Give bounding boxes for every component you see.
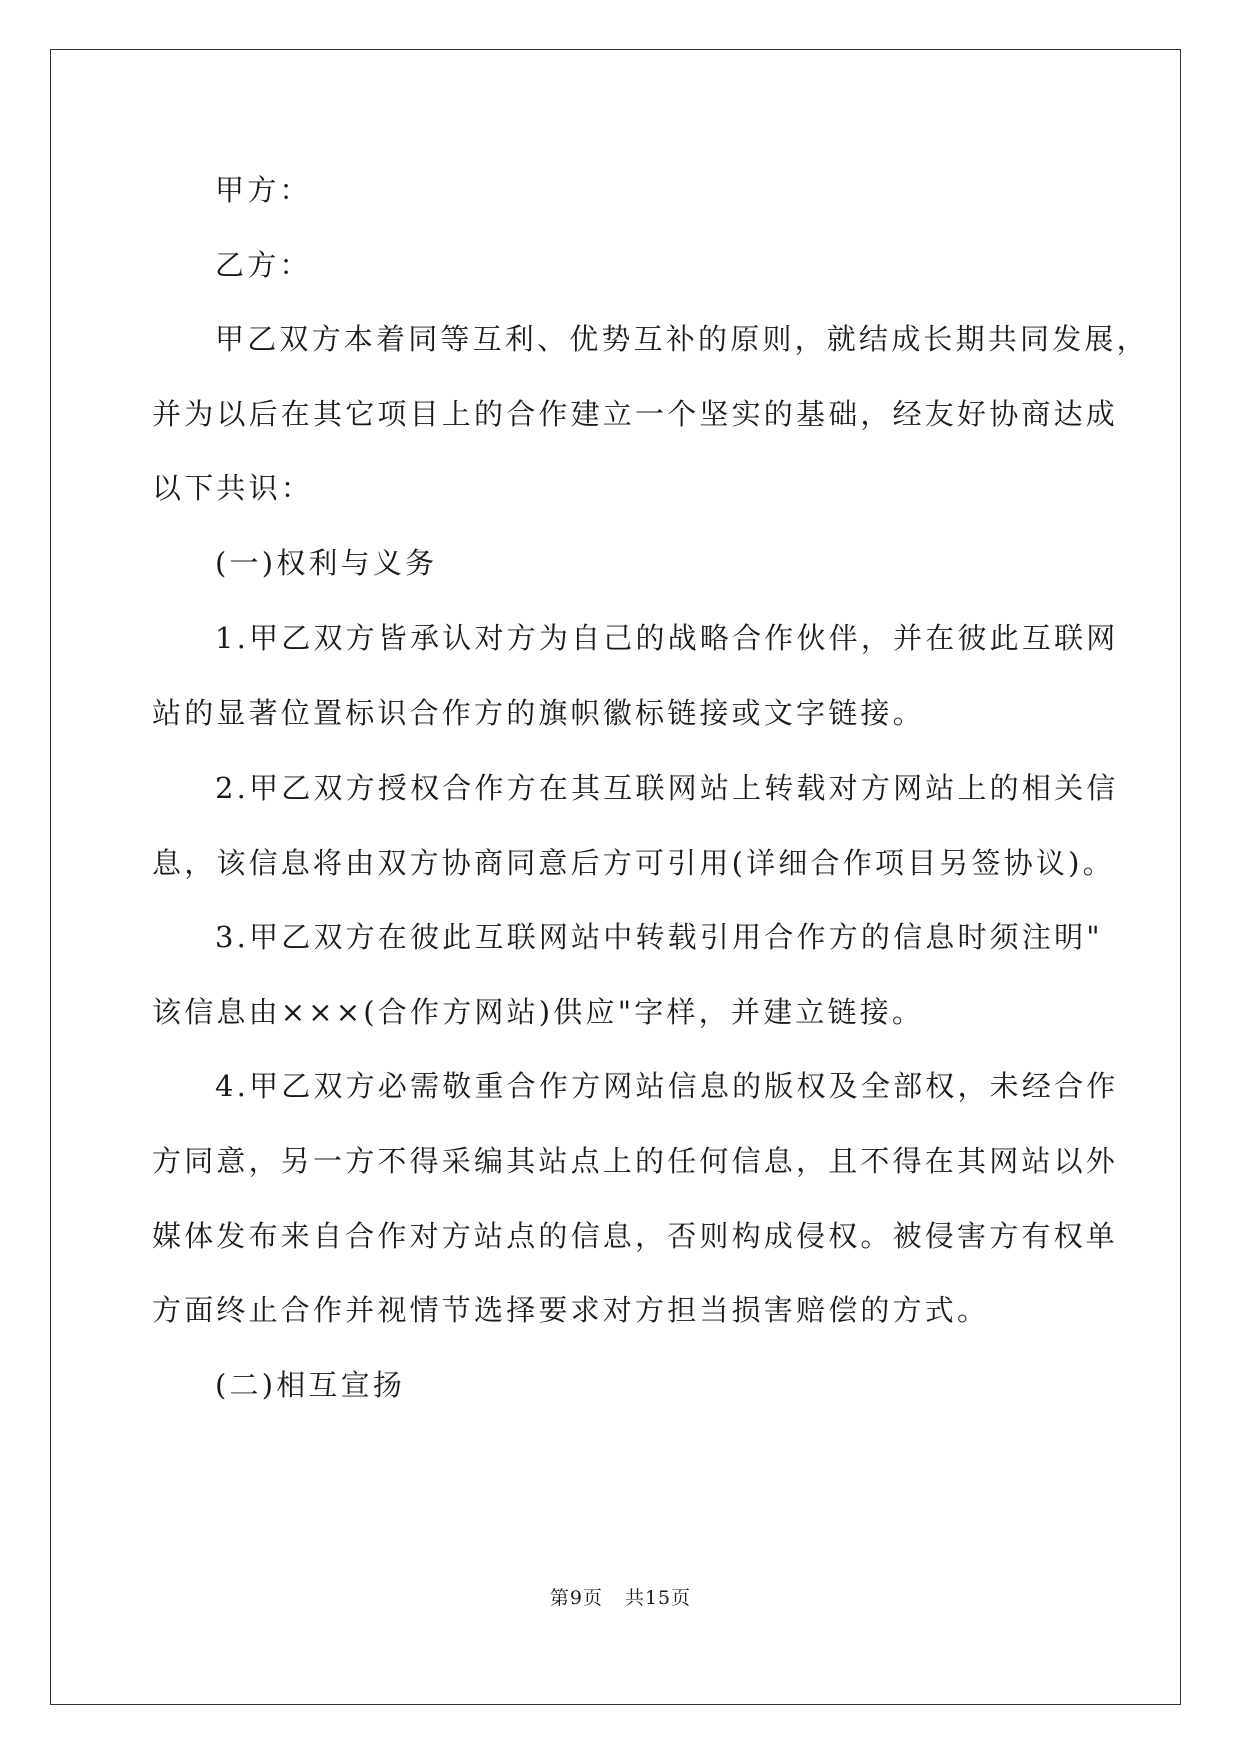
paragraph-line: 方同意，另一方不得采编其站点上的任何信息，且不得在其网站以外 [152,1144,1119,1178]
paragraph-line: 甲乙双方本着同等互利、优势互补的原则，就结成长期共同发展， [215,322,1149,356]
paragraph-line: 方面终止合作并视情节选择要求对方担当损害赔偿的方式。 [152,1293,990,1327]
paragraph-line: 3.甲乙双方在彼此互联网站中转载引用合作方的信息时须注明" [215,920,1103,954]
paragraph-line: 站的显著位置标识合作方的旗帜徽标链接或文字链接。 [152,696,925,730]
section-heading: (一)权利与义务 [215,546,438,580]
paragraph-line: 以下共识： [152,471,314,505]
section-heading: (二)相互宣扬 [215,1368,406,1402]
paragraph-line: 1.甲乙双方皆承认对方为自己的战略合作伙伴，并在彼此互联网 [215,621,1119,655]
paragraph-line: 该信息由×××(合作方网站)供应"字样，并建立链接。 [152,995,925,1029]
party-b-label: 乙方： [215,248,312,282]
party-a-label: 甲方： [215,173,312,207]
paragraph-line: 媒体发布来自合作对方站点的信息，否则构成侵权。被侵害方有权单 [152,1219,1119,1253]
paragraph-line: 并为以后在其它项目上的合作建立一个坚实的基础，经友好协商达成 [152,397,1119,431]
page-footer [0,1583,1241,1610]
paragraph-line: 2.甲乙双方授权合作方在其互联网站上转载对方网站上的相关信 [215,771,1119,805]
page-total: 共15页 [624,1587,692,1609]
paragraph-line: 4.甲乙双方必需敬重合作方网站信息的版权及全部权，未经合作 [215,1069,1119,1103]
paragraph-line: 息，该信息将由双方协商同意后方可引用(详细合作项目另签协议)。 [152,846,1115,880]
page-number: 第9页 [549,1587,603,1609]
